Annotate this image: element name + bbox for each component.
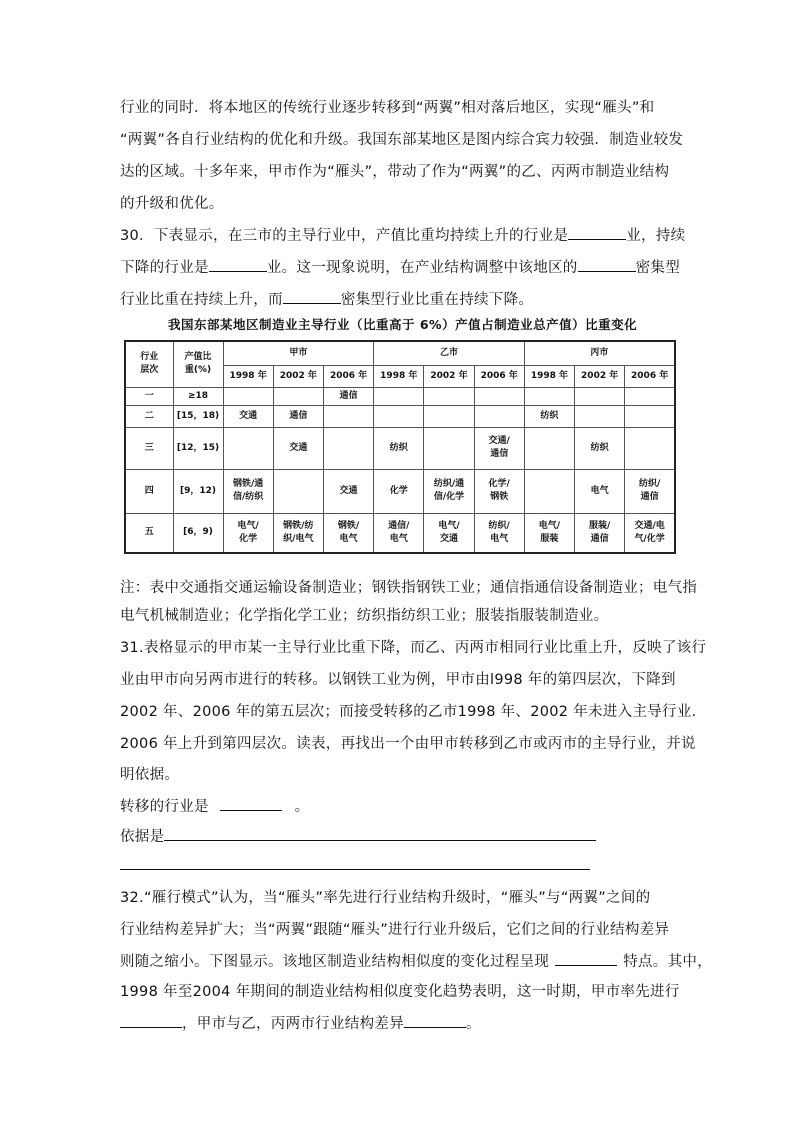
header-share: 产值比 重(%) — [173, 341, 223, 387]
table-row — [125, 387, 675, 405]
q31-line-4: 2006 年上升到第四层次。读表，再找出一个由甲市转移到乙市或丙市的主导行业，并说 — [120, 736, 696, 752]
q31-answer-label: 转移的行业是 — [120, 799, 209, 815]
industry-cell: 纺织 — [524, 405, 574, 427]
industry-cell — [374, 405, 424, 427]
industry-cell: 纺织/ 电气 — [474, 513, 524, 553]
industry-cell: 钢铁/纺 织/电气 — [273, 513, 323, 553]
range-cell: [9，12) — [173, 469, 223, 513]
table-row — [125, 427, 675, 469]
industry-cell: 化学/ 钢铁 — [474, 469, 524, 513]
industry-cell: 电气 — [575, 469, 625, 513]
industry-cell — [524, 387, 574, 405]
intro-line-1: 行业的同时．将本地区的传统行业逐步转移到“两翼”相对落后地区，实现“雁头”和 — [120, 100, 655, 116]
industry-cell — [323, 427, 373, 469]
industry-cell: 纺织/ 通信 — [625, 469, 675, 513]
q31-basis-label: 依据是 — [120, 829, 165, 845]
range-cell: ≥18 — [173, 387, 223, 405]
q31-answer-line — [120, 796, 309, 817]
industry-cell — [575, 387, 625, 405]
header-city-yi: 乙市 — [374, 341, 525, 365]
q30-line-1 — [120, 225, 685, 246]
industry-cell — [424, 427, 474, 469]
industry-cell — [474, 405, 524, 427]
q30-blank-rising-intensity[interactable] — [578, 257, 636, 272]
industry-cell: 通信/ 电气 — [374, 513, 424, 553]
q31-line-2: 业由甲市向另两市进行的转移。以钢铁工业为例，甲市由l998 年的第四层次，下降到 — [120, 672, 676, 688]
q31-blank-basis[interactable] — [164, 826, 596, 841]
header-city-jia: 甲市 — [223, 341, 374, 365]
range-cell: [6，9) — [173, 513, 223, 553]
level-cell: 一 — [125, 387, 173, 405]
q32-blank-feature[interactable] — [555, 951, 617, 966]
q30-text-2c: 密集型 — [635, 260, 681, 276]
header-year: 1998 年 — [374, 365, 424, 387]
industry-cell: 纺织 — [374, 427, 424, 469]
q31-answer-end: 。 — [294, 799, 310, 815]
table-row — [125, 405, 675, 427]
industry-cell: 纺织 — [575, 427, 625, 469]
q30-blank-falling-intensity[interactable] — [283, 289, 341, 304]
header-year: 2002 年 — [575, 365, 625, 387]
industry-cell: 电气/ 交通 — [424, 513, 474, 553]
q32-text-5b: 。 — [466, 1016, 481, 1032]
header-year: 2006 年 — [625, 365, 675, 387]
intro-line-4: 的升级和优化。 — [120, 196, 224, 212]
level-cell: 二 — [125, 405, 173, 427]
industry-cell — [273, 387, 323, 405]
q30-text-2b: 业。这一现象说明，在产业结构调整中该地区的 — [266, 260, 578, 276]
industry-cell: 服装/ 通信 — [575, 513, 625, 553]
industry-cell: 交通/电 气/化学 — [625, 513, 675, 553]
header-city-bing: 丙市 — [524, 341, 675, 365]
industry-cell — [323, 405, 373, 427]
q31-basis-line — [120, 826, 596, 847]
q31-line-1: 31.表格显示的甲市某一主导行业比重下降，而乙、丙两市相同行业比重上升，反映了该行 — [120, 640, 707, 656]
header-year: 2002 年 — [424, 365, 474, 387]
q32-text-3b: 特点。其中， — [623, 954, 713, 970]
industry-cell — [223, 427, 273, 469]
table-title: 我国东部某地区制造业主导行业（比重高于 6%）产值占制造业总产值）比重变化 — [168, 317, 638, 332]
note-line-1: 注：表中交通指交通运输设备制造业；钢铁指钢铁工业；通信指通信设备制造业；电气指 — [120, 580, 698, 596]
q31-line-5: 明依据。 — [120, 767, 180, 783]
q31-blank-basis-line-2[interactable] — [120, 869, 590, 870]
range-cell: [15，18) — [173, 405, 223, 427]
industry-cell: 交通/ 通信 — [474, 427, 524, 469]
industry-cell — [575, 405, 625, 427]
industry-cell — [424, 387, 474, 405]
q30-line-3 — [120, 289, 533, 310]
level-cell: 三 — [125, 427, 173, 469]
table-header-row-cities — [125, 341, 675, 365]
industry-cell — [625, 405, 675, 427]
header-year: 1998 年 — [223, 365, 273, 387]
industry-cell: 通信 — [323, 387, 373, 405]
q30-text-1a: 30．下表显示，在三市的主导行业中，产值比重均持续上升的行业是 — [120, 228, 569, 244]
q32-blank-upgrade[interactable] — [120, 1013, 182, 1028]
industry-cell — [625, 387, 675, 405]
industry-cell: 化学 — [374, 469, 424, 513]
table-body — [125, 387, 675, 553]
q30-text-2a: 下降的行业是 — [120, 260, 209, 276]
q32-line-1: 32.“雁行模式”认为，当“雁头”率先进行行业结构升级时，“雁头”与“两翼”之间的 — [120, 890, 651, 906]
table-row — [125, 513, 675, 553]
q30-text-3a: 行业比重在持续上升，而 — [120, 292, 283, 308]
industry-cell — [474, 387, 524, 405]
industry-cell — [424, 405, 474, 427]
q32-line-4: 1998 年至2004 年期间的制造业结构相似度变化趋势表明，这一时期，甲市率先进行 — [120, 984, 680, 1000]
q30-blank-rising-industry[interactable] — [568, 225, 626, 240]
industry-cell: 交通 — [323, 469, 373, 513]
industry-cell: 钢铁/ 电气 — [323, 513, 373, 553]
header-year: 1998 年 — [524, 365, 574, 387]
industry-cell: 纺织/通 信/化学 — [424, 469, 474, 513]
industry-cell — [524, 427, 574, 469]
q30-line-2 — [120, 257, 680, 278]
q30-text-3b: 密集型行业比重在持续下降。 — [340, 292, 534, 308]
q32-line-3 — [120, 951, 712, 972]
industry-cell: 电气/ 服装 — [524, 513, 574, 553]
industry-share-table — [124, 340, 676, 554]
industry-cell: 通信 — [273, 405, 323, 427]
level-cell: 五 — [125, 513, 173, 553]
q32-text-5a: ，甲市与乙，丙两市行业结构差异 — [182, 1016, 404, 1032]
industry-cell — [223, 387, 273, 405]
q30-text-1b: 业，持续 — [626, 228, 686, 244]
industry-cell: 交通 — [223, 405, 273, 427]
industry-cell — [625, 427, 675, 469]
header-year: 2006 年 — [474, 365, 524, 387]
header-year: 2002 年 — [273, 365, 323, 387]
level-cell: 四 — [125, 469, 173, 513]
intro-line-2: “两翼”各自行业结构的优化和升级。我国东部某地区是图内综合宾力较强．制造业较发 — [120, 132, 684, 148]
industry-cell: 交通 — [273, 427, 323, 469]
industry-cell: 电气/ 化学 — [223, 513, 273, 553]
header-level: 行业 层次 — [125, 341, 173, 387]
industry-cell — [273, 469, 323, 513]
intro-line-3: 达的区域。十多年来，甲市作为“雁头”，带动了作为“两翼”的乙、丙两市制造业结构 — [120, 164, 670, 180]
q30-blank-falling-industry[interactable] — [209, 257, 267, 272]
header-year: 2006 年 — [323, 365, 373, 387]
q32-line-5 — [120, 1013, 481, 1034]
industry-cell: 钢铁/通 信/纺织 — [223, 469, 273, 513]
industry-cell — [524, 469, 574, 513]
q32-line-2: 行业结构差异扩大；当“两翼”跟随“雁头”进行行业升级后，它们之间的行业结构差异 — [120, 922, 670, 938]
q32-blank-difference[interactable] — [404, 1013, 466, 1028]
range-cell: [12，15) — [173, 427, 223, 469]
industry-cell — [374, 387, 424, 405]
note-line-2: 电气机械制造业；化学指化学工业；纺织指纺织工业；服装指服装制造业。 — [120, 608, 609, 624]
q31-blank-industry[interactable] — [220, 796, 282, 811]
table-row — [125, 469, 675, 513]
q32-text-3a: 则随之缩小。下图显示。该地区制造业结构相似度的变化过程呈现 — [120, 954, 550, 970]
q31-line-3: 2002 年、2006 年的第五层次；而接受转移的乙市1998 年、2002 年未进入主导行业． — [120, 704, 707, 720]
